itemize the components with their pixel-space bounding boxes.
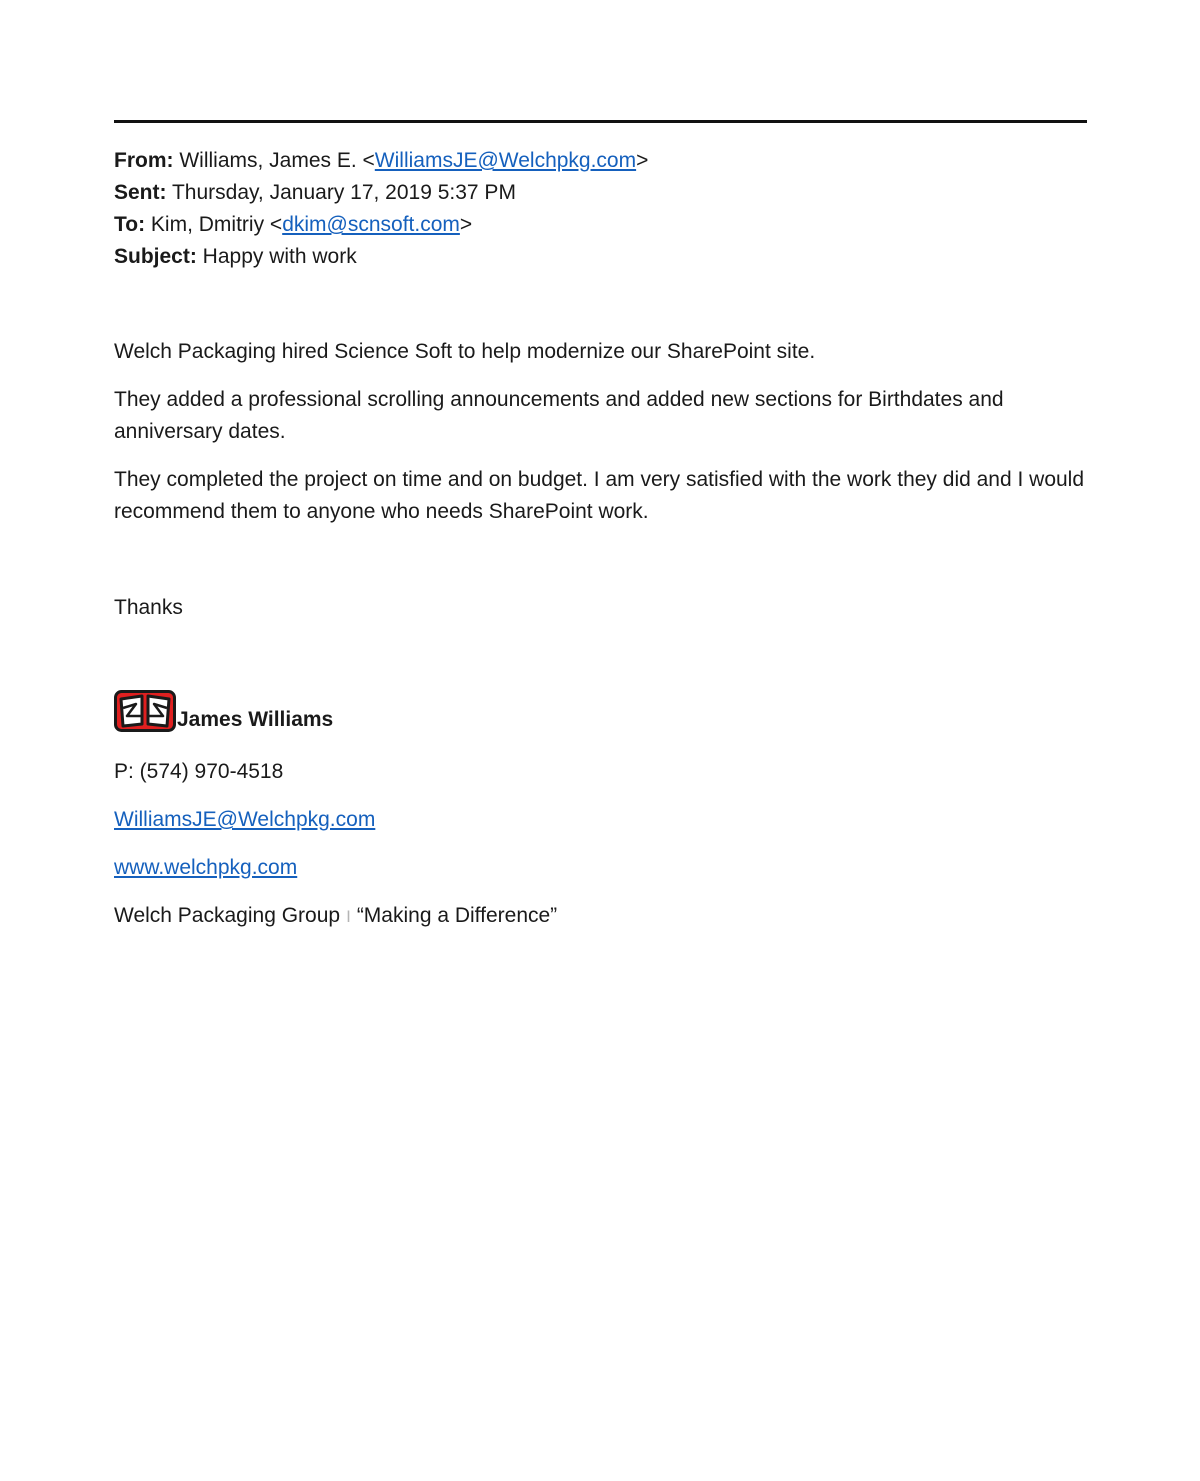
sent-line (114, 177, 1094, 209)
signature-email (114, 804, 375, 836)
body-paragraph: Welch Packaging hired Science Soft to help modernize our SharePoint site. (114, 340, 816, 363)
email-body (114, 336, 1094, 544)
signature-tagline: “Making a Difference” (356, 904, 558, 927)
sent-label: Sent: (114, 181, 167, 204)
to-close: > (459, 213, 473, 236)
to-line (114, 209, 1094, 241)
signature-name-row (114, 688, 333, 732)
signature-company: Welch Packaging Group (114, 904, 341, 927)
subject-label: Subject: (114, 245, 197, 268)
from-close: > (636, 149, 649, 172)
subject-value: Happy with work (196, 245, 357, 268)
body-paragraph: They added a professional scrolling announcements and added new sections for Birthdates and anniversary dates. (114, 388, 1004, 443)
signature-name: James Williams (177, 708, 334, 731)
from-line (114, 145, 1094, 177)
closing-text: Thanks (114, 596, 183, 619)
to-name: Kim, Dmitriy < (145, 213, 283, 236)
email-header (114, 145, 1094, 273)
header-divider (114, 120, 1087, 123)
from-email-link[interactable]: WilliamsJE@Welchpkg.com (374, 149, 637, 172)
welch-packaging-logo-icon (114, 690, 176, 732)
from-name: Williams, James E. < (173, 149, 375, 172)
subject-line (114, 241, 1094, 273)
body-paragraph: They completed the project on time and on budget. I am very satisfied with the work they did and I would recommend them to anyone who needs SharePoint work. (114, 468, 1085, 523)
signature-website-link[interactable]: www.welchpkg.com (114, 856, 298, 879)
signature-website (114, 852, 297, 884)
to-label: To: (114, 213, 146, 236)
from-label: From: (114, 149, 174, 172)
sent-value: Thursday, January 17, 2019 5:37 PM (166, 181, 516, 204)
signature-separator: I (346, 907, 351, 926)
to-email-link[interactable]: dkim@scnsoft.com (282, 213, 460, 236)
signature-company-line (114, 900, 557, 933)
signature-phone: P: (574) 970-4518 (114, 760, 284, 783)
signature-email-link[interactable]: WilliamsJE@Welchpkg.com (114, 808, 376, 831)
